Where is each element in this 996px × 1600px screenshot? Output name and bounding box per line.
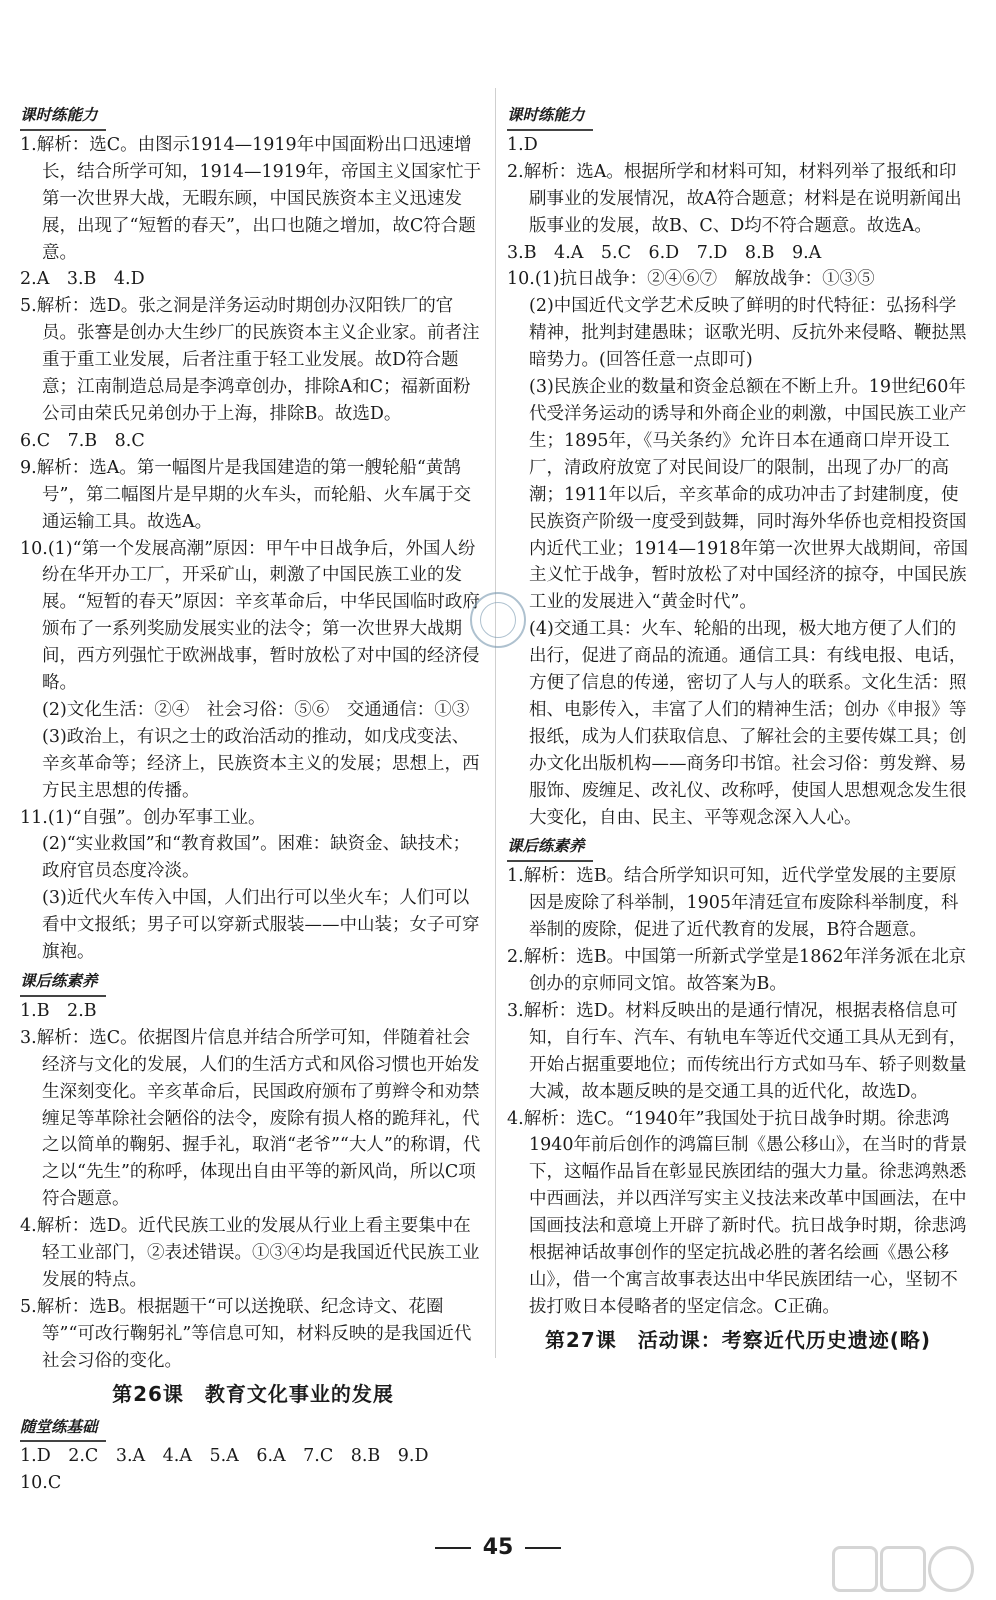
answer-subitem: (3)近代火车传入中国，人们出行可以坐火车；人们可以看中文报纸；男子可以穿新式服装——中山装；女子可穿旗袍。 [42,888,480,963]
answer-item: 2.解析：选B。中国第一所新式学堂是1862年洋务派在北京创办的京师同文馆。故答案为B。 [507,947,967,994]
answer-item: 1.B 2.B [20,1000,97,1021]
answer-subitem: (3)民族企业的数量和资金总额在不断上升。19世纪60年代受洋务运动的诱导和外商企业的刺激，中国民族工业产生；1895年，《马关条约》允许日本在通商口岸开设工厂，清政府放宽了对民间设厂的限制，出现了办厂的高潮；1911年以后，辛亥革命的成功冲击了封建制度，使民族资产阶级一度受到鼓舞，同时海外华侨也竞相投资国内近代工业；1914—1918年第一次世界大战期间，帝国主义忙于战争，暂时放松了对中国经济的掠夺，中国民族工业的发展进入“黄金时代”。 [529,377,969,613]
page-number-dash [435,1547,471,1549]
answer-item: 6.C 7.B 8.C [20,430,145,451]
lesson-title: 第27课 活动课：考察近代历史遗迹(略) [544,1327,932,1352]
section-heading: 随堂练基础 [20,1414,106,1443]
answer-subitem: (4)交通工具：火车、轮船的出现，极大地方便了人们的出行，促进了商品的流通。通信工具：有线电报、电话，方便了信息的传递，密切了人与人的联系。文化生活：照相、电影传入，丰富了人们的精神生活；创办《申报》等报纸，成为人们获取信息、了解社会的主要传媒工具；创办文化出版机构——商务印书馆。社会习俗：剪发辫、易服饰、废缠足、改礼仪、改称呼，使国人思想观念发生很大变化，自由、民主、平等观念深入人心。 [529,619,967,828]
answer-subitem: (2)“实业救国”和“教育救国”。困难：缺资金、缺技术；政府官员态度冷淡。 [42,834,471,882]
answer-item: 2.解析：选A。根据所学和材料可知，材料列举了报纸和印刷事业的发展情况，故A符合题意；材料是在说明新闻出版事业的发展，故B、C、D均不符合题意。故选A。 [507,161,962,236]
answer-item: 3.解析：选C。依据图片信息并结合所学可知，伴随着社会经济与文化的发展，人们的生活方式和风俗习惯也开始发生深刻变化。辛亥革命后，民国政府颁布了剪辫令和劝禁缠足等革除社会陋俗的法令，废除有损人格的跪拜礼，代之以简单的鞠躬、握手礼，取消“老爷”“大人”的称谓，代之以“先生”的称呼，体现出自由平等的新风尚，所以C项符合题意。 [20,1027,481,1210]
answer-item: 3.B 4.A 5.C 6.D 7.D 8.B 9.A [507,242,822,263]
answer-item: 5.解析：选D。张之洞是洋务运动时期创办汉阳铁厂的官员。张謇是创办大生纱厂的民族资本主义企业家。前者注重于重工业发展，后者注重于轻工业发展。故D符合题意；江南制造总局是李鸿章创办，排除A和C；福新面粉公司由荣氏兄弟创办于上海，排除B。故选D。 [20,296,480,424]
answer-item: 10.(1)抗日战争：②④⑥⑦ 解放战争：①③⑤ [507,269,875,290]
answer-item: 1.D [507,134,538,155]
answer-item: 4.解析：选D。近代民族工业的发展从行业上看主要集中在轻工业部门，②表述错误。①③④均是我国近代民族工业发展的特点。 [20,1216,480,1290]
answer-item: 3.解析：选D。材料反映出的是通行情况，根据表格信息可知，自行车、汽车、有轨电车等近代交通工具从无到有，开始占据重要地位；而传统出行方式如马车、轿子则数量大减，故本题反映的是交通工具的近代化，故选D。 [507,1000,967,1102]
answer-item: 5.解析：选B。根据题干“可以送挽联、纪念诗文、花圈等”“可改行鞠躬礼”等信息可知，材料反映的是我国近代社会习俗的变化。 [20,1296,472,1371]
stamp-icon [470,592,526,648]
right-column [507,100,969,1358]
section-heading: 课后练素养 [507,833,593,862]
answer-item: 11.(1)“自强”。创办军事工业。 [20,807,266,828]
page-number-value: 45 [482,1535,514,1560]
section-heading: 课时练能力 [20,102,106,131]
lesson-title: 第26课 教育文化事业的发展 [112,1381,394,1406]
answer-subitem: (3)政治上，有识之士的政治活动的推动，如戊戌变法、辛亥革命等；经济上，民族资本主义的发展；思想上，西方民主思想的传播。 [42,726,480,801]
answer-item: 10.C [20,1473,62,1494]
answer-subitem: (2)文化生活：②④ 社会习俗：⑤⑥ 交通通信：①③ [42,699,470,720]
answer-item: 2.A 3.B 4.D [20,269,145,290]
answer-item: 9.解析：选A。第一幅图片是我国建造的第一艘轮船“黄鹄号”，第二幅图片是早期的火车头，而轮船、火车属于交通运输工具。故选A。 [20,457,471,532]
answer-subitem: (2)中国近代文学艺术反映了鲜明的时代特征：弘扬科学精神，批判封建愚昧；讴歌光明、反抗外来侵略、鞭挞黑暗势力。(回答任意一点即可) [529,296,967,371]
answer-item: 4.解析：选C。“1940年”我国处于抗日战争时期。徐悲鸿1940年前后创作的鸿篇巨制《愚公移山》，在当时的背景下，这幅作品旨在彰显民族团结的强大力量。徐悲鸿熟悉中西画法，并以西洋写实主义技法来改革中国画法，在中国画技法和意境上开辟了新时代。抗日战争时期，徐悲鸿根据神话故事创作的坚定抗战必胜的著名绘画《愚公移山》，借一个寓言故事表达出中华民族团结一心，坚韧不拔打败日本侵略者的坚定信念。C正确。 [507,1108,968,1317]
left-column [20,100,486,1497]
answer-item: 1.D 2.C 3.A 4.A 5.A 6.A 7.C 8.B 9.D [20,1446,429,1467]
answer-item: 1.解析：选C。由图示1914—1919年中国面粉出口迅速增长，结合所学可知，1914—1919年，帝国主义国家忙于第一次世界大战，无暇东顾，中国民族资本主义迅速发展，出现了“短暂的春天”，出口也随之增加，故C符合题意。 [20,134,482,263]
answer-item: 10.(1)“第一个发展高潮”原因：甲午中日战争后，外国人纷纷在华开办工厂，开采矿山，刺激了中国民族工业的发展。“短暂的春天”原因：辛亥革命后，中华民国临时政府颁布了一系列奖励发展实业的法令；第一次世界大战期间，西方列强忙于欧洲战事，暂时放松了对中国的经济侵略。 [20,538,480,694]
page-number-dash [525,1547,561,1549]
section-heading: 课时练能力 [507,102,593,131]
watermark-logo-icon [832,1540,982,1596]
answer-item: 1.解析：选B。结合所学知识可知，近代学堂发展的主要原因是废除了科举制，1905年清廷宣布废除科举制度，科举制的废除，促进了近代教育的发展，B符合题意。 [507,866,959,941]
section-heading: 课后练素养 [20,968,106,997]
